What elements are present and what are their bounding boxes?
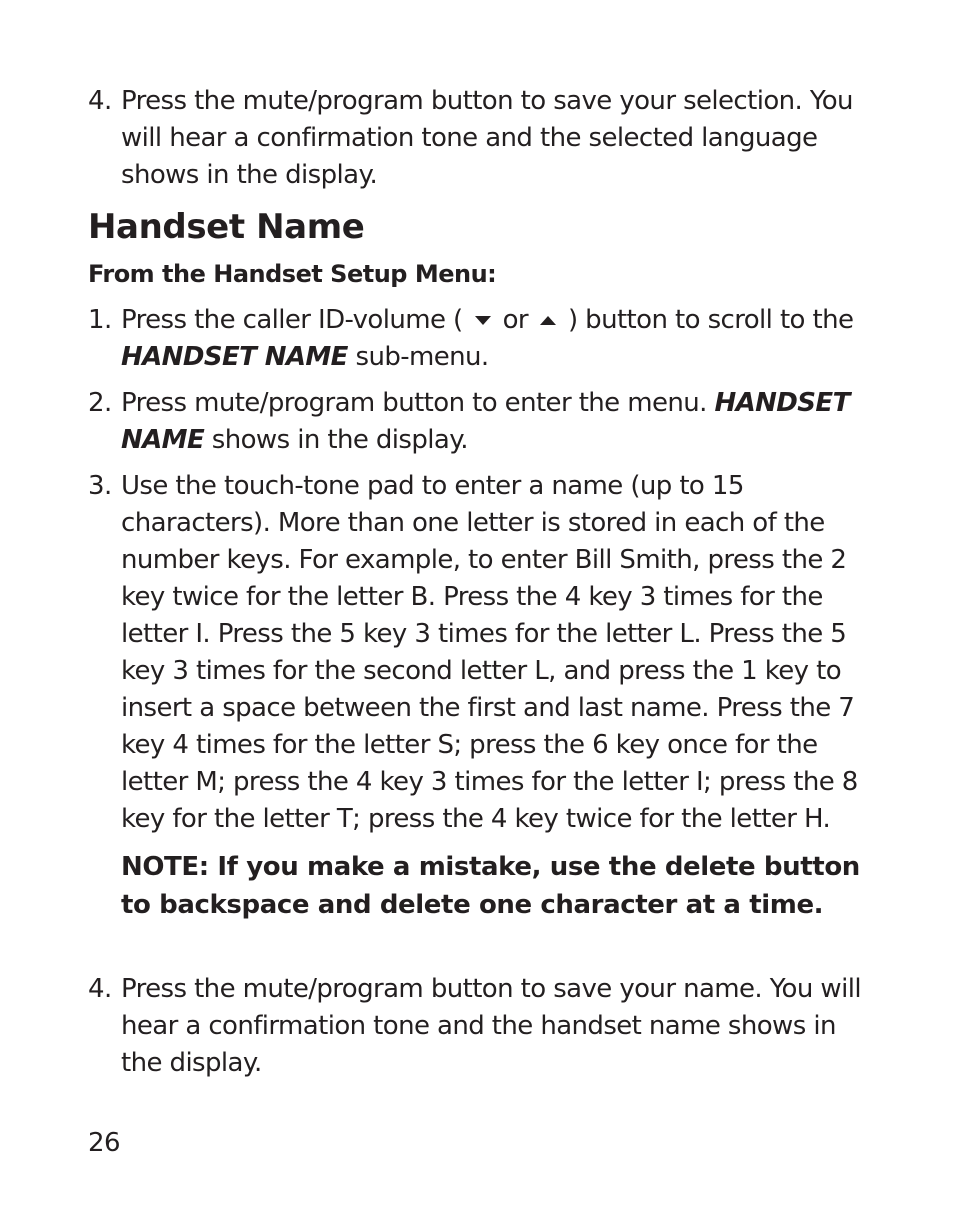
step-number: 2. <box>88 388 112 418</box>
note-text: NOTE: If you make a mistake, use the delete button to backspace and delete one character at a time. <box>121 852 860 920</box>
step-4 <box>88 971 878 1082</box>
step-text-part: ) button to scroll to the <box>567 305 854 335</box>
step-text: Press the mute/program button to save your name. You will hear a confirmation tone and the handset name shows in the display. <box>121 974 861 1078</box>
step-number: 4. <box>88 86 112 116</box>
step-text-part: Press mute/program button to enter the menu. <box>121 388 715 418</box>
step-text-or: or <box>502 305 528 335</box>
step-2 <box>88 385 878 459</box>
step-text-part: shows in the display. <box>204 425 468 455</box>
menu-name-emphasis: HANDSET NAME <box>121 342 348 372</box>
step-number: 4. <box>88 974 112 1004</box>
prev-step-4 <box>88 83 878 194</box>
section-title: Handset Name <box>88 207 365 247</box>
arrow-down-icon <box>475 316 491 325</box>
step-text: Use the touch-tone pad to enter a name (up to 15 characters). More than one letter is stored in each of the number keys. For example, to enter Bill Smith, press the 2 key twice for the letter B. Press the 4 key 3 times for the letter I. Press the 5 key 3 times for the letter L. Press the 5 key 3 times for the second letter L, and press the 1 key to insert a space between the first and last name. Press the 7 key 4 times for the letter S; press the 6 key once for the letter M; press the 4 key 3 times for the letter I; press the 8 key for the letter T; press the 4 key twice for the letter H. <box>121 471 858 834</box>
step-number: 1. <box>88 305 112 335</box>
page-number: 26 <box>88 1128 121 1158</box>
step-number: 3. <box>88 471 112 501</box>
step-1 <box>88 302 878 376</box>
step-text-part: sub-menu. <box>347 342 489 372</box>
step-text <box>121 302 878 376</box>
step-3 <box>88 468 878 838</box>
arrow-up-icon <box>540 316 556 325</box>
menu-name-emphasis: HANDSET NAME <box>121 388 850 455</box>
step-text: Press the mute/program button to save your selection. You will hear a confirmation tone and the selected language shows in the display. <box>121 86 853 190</box>
step-text <box>121 385 878 459</box>
step-text-part: Press the caller ID-volume ( <box>121 305 463 335</box>
section-subtitle: From the Handset Setup Menu: <box>88 260 497 288</box>
